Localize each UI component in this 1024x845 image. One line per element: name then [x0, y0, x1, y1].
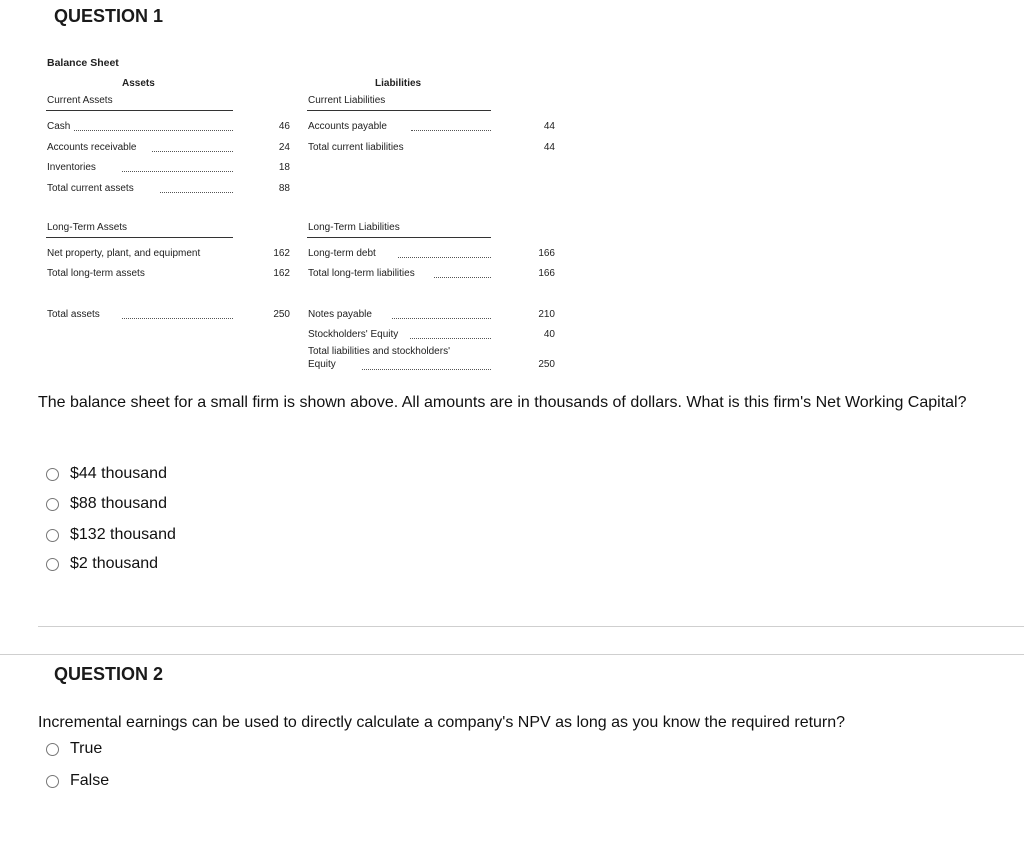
row-total-ltl-leader	[434, 267, 491, 278]
row-total-assets-value: 250	[273, 309, 290, 320]
divider-top	[38, 626, 1024, 627]
long-term-assets-header: Long-Term Assets	[47, 222, 128, 233]
row-ltd-label: Long-term debt	[308, 248, 376, 259]
q1-option-1[interactable]	[46, 465, 167, 483]
question-1-title: QUESTION 1	[54, 6, 164, 26]
row-cash-leader	[74, 120, 233, 131]
row-ap-leader	[411, 120, 491, 131]
q1-option-3-label[interactable]: $132 thousand	[70, 526, 176, 543]
current-liabilities-rule	[307, 110, 491, 111]
q1-option-2[interactable]	[46, 495, 167, 513]
row-ar-leader	[152, 141, 233, 152]
row-total-current-liabilities-value: 44	[543, 142, 555, 153]
row-total-ltl-value: 166	[538, 268, 555, 279]
row-notes-payable-label: Notes payable	[308, 309, 372, 320]
row-notes-payable-leader	[392, 308, 491, 319]
row-cash-label: Cash	[47, 121, 71, 132]
radio-button-icon[interactable]	[46, 468, 59, 481]
row-total-current-assets-value: 88	[278, 183, 290, 194]
row-total-long-term-assets-label: Total long-term assets	[47, 268, 145, 279]
row-stockholders-equity-leader	[410, 328, 491, 339]
row-notes-payable-value: 210	[538, 309, 555, 320]
q2-option-false-label[interactable]: False	[70, 772, 110, 789]
row-total-ltl-label: Total long-term liabilities	[308, 268, 415, 279]
row-ar-label: Accounts receivable	[47, 142, 137, 153]
row-total-le-value: 250	[538, 359, 555, 370]
q1-option-4-label[interactable]: $2 thousand	[70, 555, 159, 572]
row-total-assets-leader	[122, 308, 233, 319]
row-stockholders-equity-label: Stockholders' Equity	[308, 329, 399, 340]
long-term-assets-rule	[46, 237, 233, 238]
row-total-current-assets-label: Total current assets	[47, 183, 134, 194]
liabilities-header: Liabilities	[375, 78, 422, 89]
current-assets-rule	[46, 110, 233, 111]
row-cash-value: 46	[278, 121, 290, 132]
long-term-liabilities-header: Long-Term Liabilities	[308, 222, 400, 233]
row-total-current-liabilities-label: Total current liabilities	[308, 142, 404, 153]
radio-button-icon[interactable]	[46, 743, 59, 756]
row-total-le-label-line1: Total liabilities and stockholders'	[308, 346, 450, 357]
row-inventories-label: Inventories	[47, 162, 96, 173]
row-ppe-value: 162	[273, 248, 290, 259]
row-inventories-leader	[122, 161, 233, 172]
row-total-le-leader	[362, 359, 491, 370]
q2-option-true-label[interactable]: True	[70, 740, 103, 757]
row-stockholders-equity-value: 40	[543, 329, 555, 340]
row-total-assets-label: Total assets	[47, 309, 100, 320]
long-term-liabilities-rule	[307, 237, 491, 238]
row-inventories-value: 18	[278, 162, 290, 173]
row-ltd-leader	[398, 247, 491, 258]
divider-bottom	[0, 654, 1024, 655]
question-1-prompt: The balance sheet for a small firm is shown above. All amounts are in thousands of dollars. What is this firm's Net Working Capital?	[38, 394, 967, 411]
current-assets-header: Current Assets	[47, 95, 113, 106]
q2-option-true[interactable]	[46, 740, 102, 758]
q1-option-2-label[interactable]: $88 thousand	[70, 495, 167, 512]
row-ppe-label: Net property, plant, and equipment	[47, 248, 201, 259]
radio-button-icon[interactable]	[46, 775, 59, 788]
row-ar-value: 24	[278, 142, 290, 153]
q1-option-3[interactable]	[46, 526, 176, 544]
q1-option-1-label[interactable]: $44 thousand	[70, 465, 167, 482]
balance-sheet-title: Balance Sheet	[47, 57, 119, 69]
current-liabilities-header: Current Liabilities	[308, 95, 386, 106]
assets-header: Assets	[122, 78, 155, 89]
radio-button-icon[interactable]	[46, 558, 59, 571]
row-total-le-label-line2: Equity	[308, 359, 336, 370]
row-ltd-value: 166	[538, 248, 555, 259]
question-2-title: QUESTION 2	[54, 664, 164, 684]
radio-button-icon[interactable]	[46, 529, 59, 542]
question-2-prompt: Incremental earnings can be used to directly calculate a company's NPV as long as you know the required return?	[38, 714, 846, 731]
q1-option-4[interactable]	[46, 555, 158, 573]
q2-option-false[interactable]	[46, 772, 109, 790]
row-ap-label: Accounts payable	[308, 121, 387, 132]
row-ap-value: 44	[543, 121, 555, 132]
radio-button-icon[interactable]	[46, 498, 59, 511]
row-total-current-assets-leader	[160, 182, 233, 193]
row-total-long-term-assets-value: 162	[273, 268, 290, 279]
